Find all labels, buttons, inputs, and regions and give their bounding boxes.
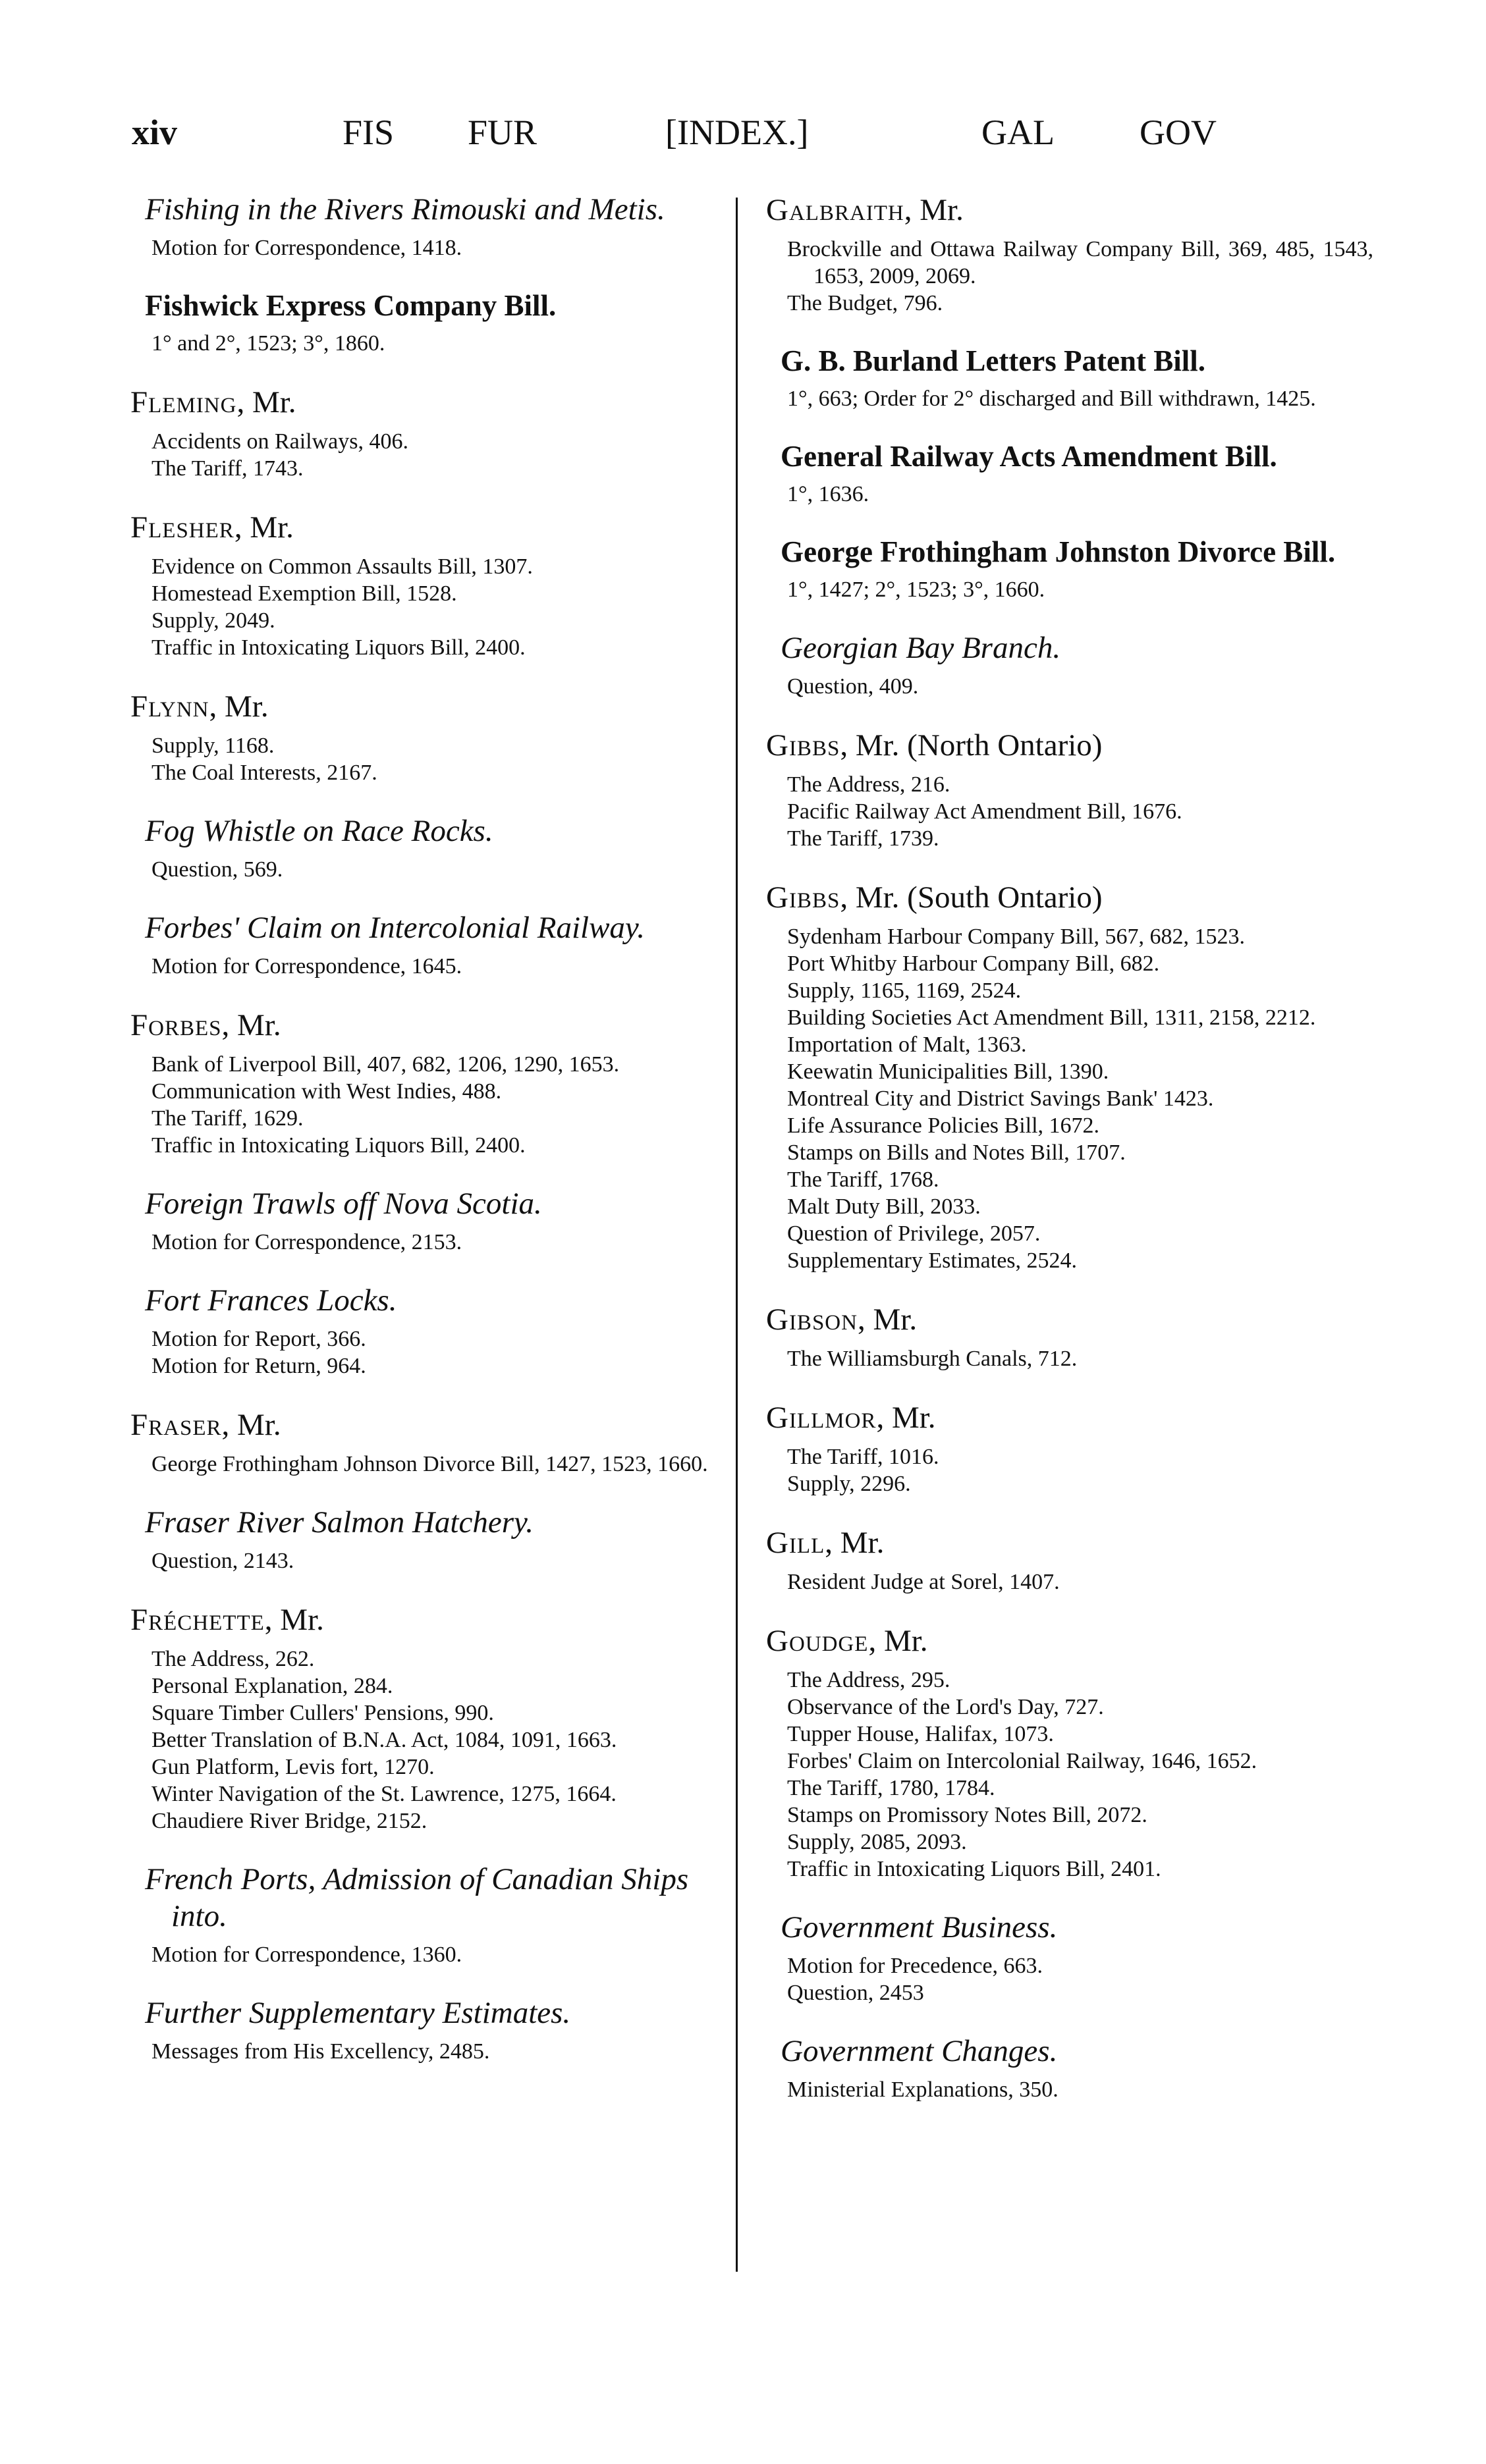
reference-line: 1° and 2°, 1523; 3°, 1860. <box>151 331 385 356</box>
entry-heading-member <box>125 1601 738 1639</box>
reference-line: The Williamsburgh Canals, 712. <box>787 1347 1078 1371</box>
index-entry <box>761 1399 1373 1497</box>
member-title: , Mr. <box>234 510 294 545</box>
index-entry <box>761 878 1373 1274</box>
index-entry <box>125 1504 738 1574</box>
index-entry <box>125 383 738 482</box>
reference-line: Supply, 1165, 1169, 2524. <box>787 978 1022 1003</box>
index-entry <box>125 1995 738 2065</box>
entry-heading-bill: G. B. Burland Letters Patent Bill. <box>781 344 1205 377</box>
reference-line: Question of Privilege, 2057. <box>787 1221 1041 1246</box>
entry-heading-subject: Fog Whistle on Race Rocks. <box>145 814 493 848</box>
member-title: , Mr. <box>236 385 296 419</box>
member-surname: Flesher <box>130 510 234 545</box>
index-entry <box>125 687 738 786</box>
index-entry <box>761 2033 1373 2103</box>
member-surname: Fleming <box>130 385 237 419</box>
reference-line: Question, 2143. <box>151 1549 294 1573</box>
reference-line: Resident Judge at Sorel, 1407. <box>787 1570 1060 1594</box>
entry-references <box>761 2076 1373 2103</box>
member-surname: Goudge <box>766 1624 869 1658</box>
reference-line: Forbes' Claim on Intercolonial Railway, 1646, 1652. <box>787 1749 1257 1773</box>
reference-line: The Tariff, 1768. <box>787 1167 939 1192</box>
index-entry <box>761 1524 1373 1595</box>
entry-heading-member <box>761 191 1373 229</box>
entry-heading-subject: Foreign Trawls off Nova Scotia. <box>145 1187 542 1221</box>
reference-line: The Tariff, 1016. <box>787 1445 939 1469</box>
entry-references <box>761 385 1373 412</box>
reference-line: Chaudiere River Bridge, 2152. <box>151 1809 427 1833</box>
member-surname: Fraser <box>130 1408 222 1442</box>
index-entry <box>125 288 738 357</box>
entry-references <box>761 1952 1373 2006</box>
reference-line: Motion for Correspondence, 1360. <box>151 1942 462 1967</box>
reference-line: Messages from His Excellency, 2485. <box>151 2039 490 2064</box>
column-divider <box>736 198 738 2272</box>
reference-line: Importation of Malt, 1363. <box>787 1032 1027 1057</box>
reference-line: Question, 409. <box>787 674 919 699</box>
reference-line: Traffic in Intoxicating Liquors Bill, 2400. <box>151 635 526 660</box>
reference-line: Life Assurance Policies Bill, 1672. <box>787 1113 1100 1138</box>
reference-line: Traffic in Intoxicating Liquors Bill, 2400. <box>151 1133 526 1158</box>
entry-heading-subject: Government Changes. <box>781 2034 1058 2068</box>
member-title: , Mr. <box>904 193 964 227</box>
member-surname: Fréchette <box>130 1603 265 1637</box>
reference-line: Supply, 2049. <box>151 608 275 633</box>
index-entry <box>761 534 1373 603</box>
entry-heading-subject: Fishing in the Rivers Rimouski and Metis. <box>145 192 665 227</box>
reference-line: The Address, 262. <box>151 1647 315 1671</box>
entry-heading-bill: Fishwick Express Company Bill. <box>145 289 557 322</box>
index-entry <box>761 191 1373 317</box>
entry-heading-subject: French Ports, Admission of Canadian Ships into. <box>145 1862 689 1933</box>
entry-heading-member <box>125 383 738 421</box>
reference-line: Question, 2453 <box>787 1981 924 2005</box>
member-surname: Gibson <box>766 1302 858 1337</box>
reference-line: The Coal Interests, 2167. <box>151 761 377 785</box>
index-entry <box>125 909 738 980</box>
entry-heading-member <box>125 1006 738 1044</box>
member-title: , Mr. <box>209 689 269 724</box>
member-title: , Mr. <box>857 1302 918 1337</box>
reference-line: Stamps on Promissory Notes Bill, 2072. <box>787 1803 1147 1827</box>
entry-references <box>125 428 738 482</box>
reference-line: Supply, 2085, 2093. <box>787 1830 967 1854</box>
reference-line: Pacific Railway Act Amendment Bill, 1676. <box>787 799 1182 824</box>
header-keyword-third: GAL <box>981 113 1055 152</box>
index-entry <box>125 1185 738 1256</box>
reference-line: The Address, 295. <box>787 1668 950 1692</box>
entry-references <box>125 234 738 261</box>
running-header <box>132 112 1370 165</box>
reference-line: Malt Duty Bill, 2033. <box>787 1194 981 1219</box>
member-title: , Mr. <box>825 1526 885 1560</box>
entry-references <box>125 856 738 883</box>
index-entry <box>125 1006 738 1159</box>
reference-line: Building Societies Act Amendment Bill, 1311, 2158, 2212. <box>787 1005 1316 1030</box>
reference-line: Accidents on Railways, 406. <box>151 429 408 454</box>
member-surname: Gill <box>766 1526 825 1560</box>
member-title: , Mr. <box>868 1624 928 1658</box>
entry-references <box>125 1451 738 1478</box>
entry-heading-subject: Fort Frances Locks. <box>145 1283 397 1318</box>
reference-line: Supply, 2296. <box>787 1472 911 1496</box>
index-entry <box>761 629 1373 700</box>
reference-line: The Address, 216. <box>787 772 950 797</box>
reference-line: Supplementary Estimates, 2524. <box>787 1248 1078 1273</box>
entry-references <box>761 1667 1373 1883</box>
member-title: , Mr. (South Ontario) <box>840 880 1103 915</box>
reference-line: Supply, 1168. <box>151 734 275 758</box>
member-surname: Forbes <box>130 1008 222 1042</box>
reference-line: Personal Explanation, 284. <box>151 1674 393 1698</box>
index-entry <box>761 439 1373 508</box>
entry-heading-bill: George Frothingham Johnston Divorce Bill. <box>781 535 1336 568</box>
reference-line: George Frothingham Johnson Divorce Bill, 1427, 1523, 1660. <box>151 1452 708 1476</box>
reference-line: Motion for Correspondence, 1418. <box>151 236 462 260</box>
entry-references <box>761 923 1373 1274</box>
reference-line: Keewatin Municipalities Bill, 1390. <box>787 1059 1109 1084</box>
entry-heading-member <box>761 726 1373 764</box>
member-surname: Gillmor <box>766 1401 877 1435</box>
entry-heading-subject: Further Supplementary Estimates. <box>145 1996 571 2030</box>
entry-references <box>761 1443 1373 1497</box>
member-surname: Gibbs <box>766 880 840 915</box>
index-entry <box>125 1406 738 1478</box>
reference-line: Square Timber Cullers' Pensions, 990. <box>151 1701 494 1725</box>
reference-line: Bank of Liverpool Bill, 407, 682, 1206, 1290, 1653. <box>151 1052 620 1077</box>
reference-line: Better Translation of B.N.A. Act, 1084, 1091, 1663. <box>151 1728 617 1752</box>
entry-heading-subject: Georgian Bay Branch. <box>781 631 1061 665</box>
reference-line: Motion for Correspondence, 1645. <box>151 954 462 978</box>
entry-references <box>125 330 738 357</box>
entry-heading-subject: Government Business. <box>781 1910 1058 1944</box>
entry-heading-member <box>761 1524 1373 1562</box>
index-entry <box>125 1861 738 1968</box>
entry-heading-member <box>761 878 1373 917</box>
reference-line: Motion for Return, 964. <box>151 1354 366 1378</box>
member-surname: Gibbs <box>766 728 840 763</box>
reference-line: 1°, 1636. <box>787 482 869 506</box>
member-surname: Galbraith <box>766 193 904 227</box>
reference-line: The Tariff, 1629. <box>151 1106 304 1131</box>
entry-heading-member <box>761 1300 1373 1339</box>
member-title: , Mr. <box>221 1008 281 1042</box>
entry-heading-member <box>125 508 738 547</box>
index-entry <box>125 191 738 261</box>
index-entry <box>125 813 738 883</box>
reference-line: Evidence on Common Assaults Bill, 1307. <box>151 554 533 579</box>
reference-line: 1°, 1427; 2°, 1523; 3°, 1660. <box>787 577 1045 602</box>
reference-line: Homestead Exemption Bill, 1528. <box>151 581 457 606</box>
entry-references <box>761 236 1373 317</box>
member-title: , Mr. <box>221 1408 281 1442</box>
entry-references <box>125 1051 738 1159</box>
reference-line: Communication with West Indies, 488. <box>151 1079 502 1104</box>
entry-references <box>761 1568 1373 1595</box>
header-index-label: [INDEX.] <box>665 113 809 152</box>
entry-references <box>761 576 1373 603</box>
member-title: , Mr. (North Ontario) <box>840 728 1103 763</box>
index-entry <box>761 343 1373 412</box>
reference-line: Port Whitby Harbour Company Bill, 682. <box>787 951 1160 976</box>
reference-line: Motion for Correspondence, 2153. <box>151 1230 462 1254</box>
entry-references <box>125 732 738 786</box>
entry-references <box>761 673 1373 700</box>
entry-references <box>125 1941 738 1968</box>
entry-references <box>125 1229 738 1256</box>
index-entry <box>125 1601 738 1835</box>
reference-line: Motion for Precedence, 663. <box>787 1954 1043 1978</box>
index-entry <box>761 1909 1373 2006</box>
member-title: , Mr. <box>876 1401 936 1435</box>
reference-line: The Tariff, 1743. <box>151 456 304 481</box>
reference-line: Montreal City and District Savings Bank' 1423. <box>787 1086 1214 1111</box>
entry-heading-member <box>125 687 738 726</box>
reference-line: 1°, 663; Order for 2° discharged and Bill withdrawn, 1425. <box>787 387 1316 411</box>
index-entry <box>125 508 738 661</box>
entry-references <box>125 2038 738 2065</box>
member-surname: Flynn <box>130 689 209 724</box>
page-number: xiv <box>132 113 178 152</box>
reference-line: Motion for Report, 366. <box>151 1327 366 1351</box>
entry-heading-member <box>761 1399 1373 1437</box>
entry-references <box>125 1326 738 1379</box>
reference-line: Sydenham Harbour Company Bill, 567, 682, 1523. <box>787 924 1246 949</box>
index-entry <box>761 1300 1373 1372</box>
reference-line: Gun Platform, Levis fort, 1270. <box>151 1755 435 1779</box>
reference-line: Stamps on Bills and Notes Bill, 1707. <box>787 1140 1126 1165</box>
entry-heading-member <box>761 1622 1373 1660</box>
index-entry <box>761 1622 1373 1883</box>
reference-line: Tupper House, Halifax, 1073. <box>787 1722 1054 1746</box>
entry-references <box>125 953 738 980</box>
header-keyword-second: FUR <box>468 113 537 152</box>
entry-heading-subject: Fraser River Salmon Hatchery. <box>145 1505 534 1540</box>
reference-line: The Tariff, 1739. <box>787 826 939 851</box>
entry-references <box>125 1646 738 1835</box>
reference-line: Brockville and Ottawa Railway Company Bill, 369, 485, 1543, 1653, 2009, 2069. <box>787 237 1373 288</box>
reference-line: Observance of the Lord's Day, 727. <box>787 1695 1104 1719</box>
entry-heading-subject: Forbes' Claim on Intercolonial Railway. <box>145 911 645 945</box>
member-title: , Mr. <box>264 1603 324 1637</box>
entry-references <box>761 771 1373 852</box>
reference-line: Traffic in Intoxicating Liquors Bill, 2401. <box>787 1857 1161 1881</box>
entry-references <box>761 1345 1373 1372</box>
reference-line: Question, 569. <box>151 857 283 882</box>
reference-line: The Tariff, 1780, 1784. <box>787 1776 995 1800</box>
reference-line: The Budget, 796. <box>787 291 943 315</box>
index-entry <box>125 1282 738 1379</box>
header-keyword-first: FIS <box>343 113 395 152</box>
entry-heading-bill: General Railway Acts Amendment Bill. <box>781 440 1277 473</box>
entry-references <box>125 1547 738 1574</box>
index-column-right <box>761 191 1373 2129</box>
entry-references <box>761 481 1373 508</box>
entry-heading-member <box>125 1406 738 1444</box>
entry-references <box>125 553 738 661</box>
index-entry <box>761 726 1373 852</box>
header-keyword-fourth: GOV <box>1140 113 1217 152</box>
reference-line: Ministerial Explanations, 350. <box>787 2077 1059 2102</box>
index-column-left <box>125 191 738 2091</box>
reference-line: Winter Navigation of the St. Lawrence, 1275, 1664. <box>151 1782 617 1806</box>
